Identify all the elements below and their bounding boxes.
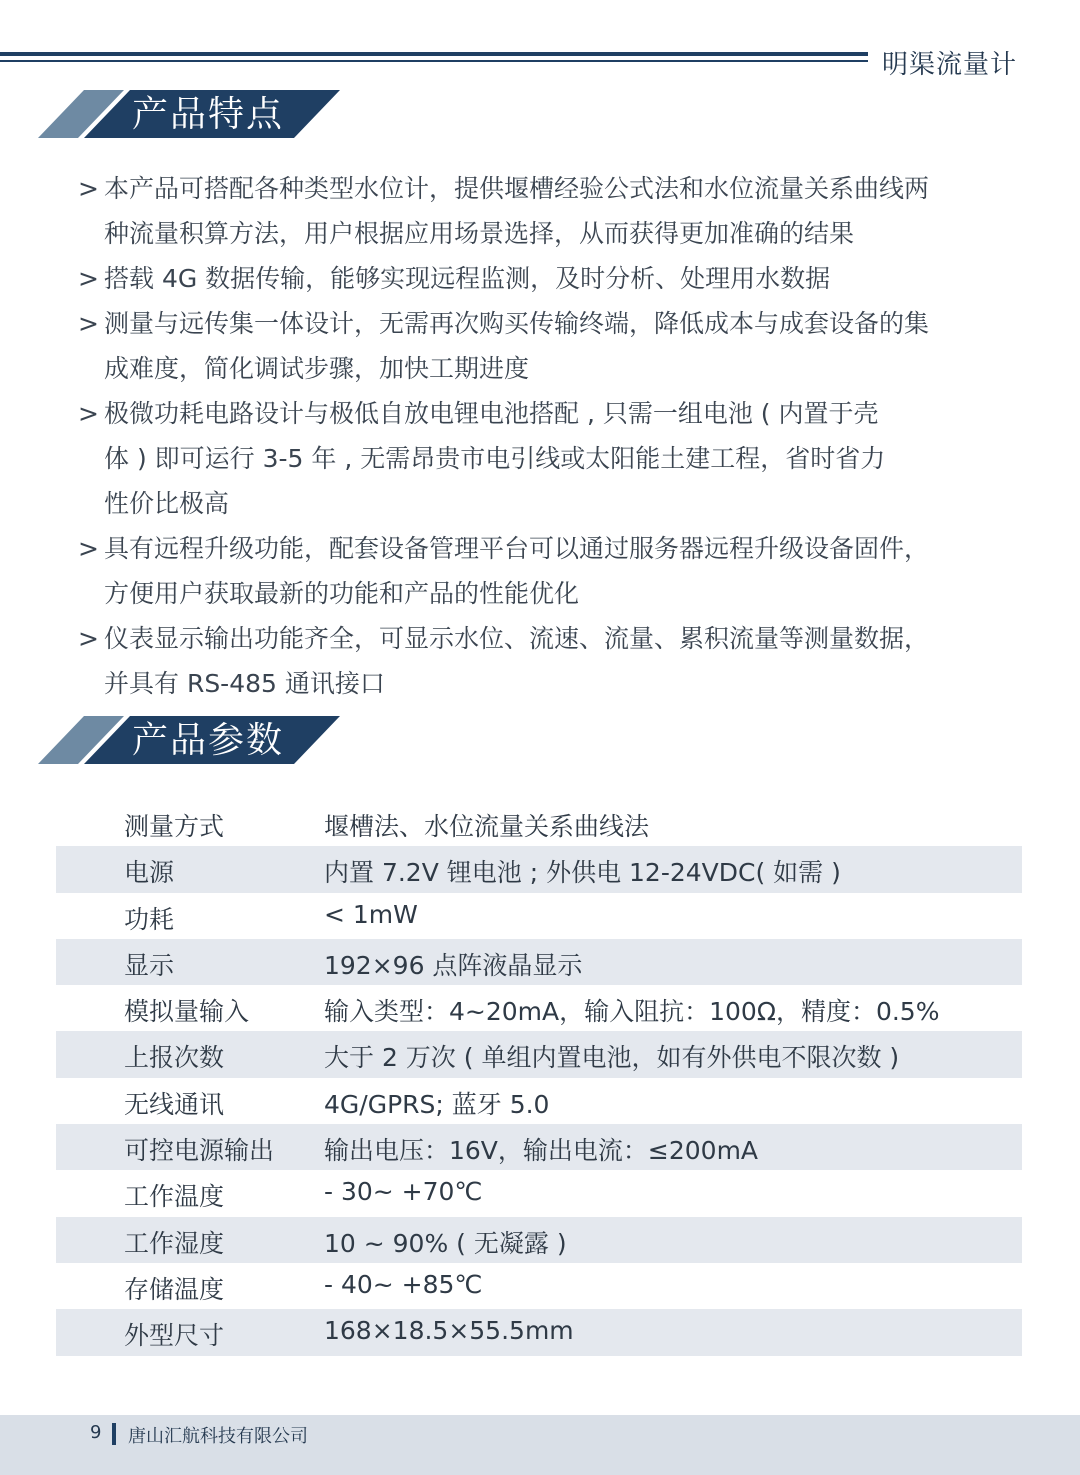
header-rule: [0, 52, 868, 62]
features-title: 产品特点: [132, 94, 285, 135]
feature-text: 体 ) 即可运行 3-5 年 , 无需昂贵市电引线或太阳能土建工程，省时省力: [104, 444, 886, 473]
bullet-marker: >: [78, 534, 99, 563]
feature-item: [78, 616, 1008, 706]
param-value: 168×18.5×55.5mm: [324, 1316, 574, 1346]
param-label: 模拟量输入: [124, 997, 250, 1027]
param-label: 电源: [124, 858, 175, 888]
table-row: [56, 1263, 1022, 1309]
feature-text: 搭载 4G 数据传输，能够实现远程监测，及时分析、处理用水数据: [104, 264, 831, 293]
table-row: [56, 800, 1022, 846]
param-value: 堰槽法、水位流量关系曲线法: [324, 812, 650, 841]
table-row: [56, 1124, 1022, 1170]
param-label: 存储温度: [124, 1274, 225, 1304]
param-value: 4G/GPRS; 蓝牙 5.0: [324, 1089, 550, 1119]
feature-text: 成难度，简化调试步骤，加快工期进度: [104, 354, 530, 383]
bullet-marker: >: [78, 309, 99, 338]
param-label: 工作湿度: [124, 1228, 225, 1258]
param-label: 功耗: [124, 904, 175, 934]
feature-text: 性价比极高: [104, 489, 230, 518]
param-label: 上报次数: [124, 1043, 225, 1073]
param-value: - 30~ +70℃: [324, 1177, 483, 1207]
param-value: 输出电压：16V，输出电流：≤200mA: [324, 1136, 759, 1166]
param-value: - 40~ +85℃: [324, 1269, 483, 1299]
feature-item: [78, 301, 1008, 391]
table-row: [56, 1217, 1022, 1263]
param-value: < 1mW: [324, 899, 418, 929]
footer-divider: [112, 1423, 116, 1445]
footer: [0, 1415, 1080, 1475]
params-table: [56, 800, 1022, 1356]
params-title: 产品参数: [132, 720, 285, 761]
features-list: [78, 166, 1008, 706]
table-row: [56, 1309, 1022, 1355]
params-banner: [38, 716, 340, 766]
table-row: [56, 1031, 1022, 1077]
feature-item: [78, 256, 1008, 301]
param-label: 工作温度: [124, 1182, 225, 1212]
param-value: 内置 7.2V 锂电池 ; 外供电 12-24VDC( 如需 ): [324, 858, 841, 888]
param-value: 大于 2 万次 ( 单组内置电池，如有外供电不限次数 ): [324, 1043, 900, 1073]
table-row: [56, 985, 1022, 1031]
company-name: 唐山汇航科技有限公司: [128, 1426, 308, 1447]
bullet-marker: >: [78, 174, 99, 203]
param-value: 10 ~ 90% ( 无凝露 ): [324, 1228, 567, 1258]
feature-item: [78, 391, 1008, 526]
document-title: 明渠流量计: [882, 50, 1018, 80]
feature-item: [78, 526, 1008, 616]
param-value: 输入类型：4~20mA，输入阻抗：100Ω，精度：0.5%: [324, 997, 940, 1027]
param-label: 可控电源输出: [124, 1136, 275, 1166]
feature-text: 极微功耗电路设计与极低自放电锂电池搭配 , 只需一组电池 ( 内置于壳: [104, 399, 879, 428]
table-row: [56, 939, 1022, 985]
feature-text: 测量与远传集一体设计，无需再次购买传输终端，降低成本与成套设备的集: [104, 309, 930, 338]
feature-text: 本产品可搭配各种类型水位计，提供堰槽经验公式法和水位流量关系曲线两: [104, 174, 930, 203]
feature-text: 方便用户获取最新的功能和产品的性能优化: [104, 579, 580, 608]
feature-text: 并具有 RS-485 通讯接口: [104, 669, 385, 698]
feature-item: [78, 166, 1008, 256]
table-row: [56, 846, 1022, 892]
features-banner: [38, 90, 340, 140]
bullet-marker: >: [78, 264, 99, 293]
table-row: [56, 1078, 1022, 1124]
feature-text: 种流量积算方法，用户根据应用场景选择，从而获得更加准确的结果: [104, 219, 855, 248]
feature-text: 具有远程升级功能，配套设备管理平台可以通过服务器远程升级设备固件，: [104, 534, 930, 563]
feature-text: 仪表显示输出功能齐全，可显示水位、流速、流量、累积流量等测量数据，: [104, 624, 930, 653]
param-label: 测量方式: [124, 812, 225, 841]
table-row: [56, 893, 1022, 939]
bullet-marker: >: [78, 624, 99, 653]
bullet-marker: >: [78, 399, 99, 428]
param-label: 无线通讯: [124, 1089, 225, 1119]
table-row: [56, 1170, 1022, 1216]
param-value: 192×96 点阵液晶显示: [324, 950, 583, 980]
param-label: 外型尺寸: [124, 1321, 225, 1351]
param-label: 显示: [124, 950, 175, 980]
page-number: 9: [90, 1422, 102, 1443]
